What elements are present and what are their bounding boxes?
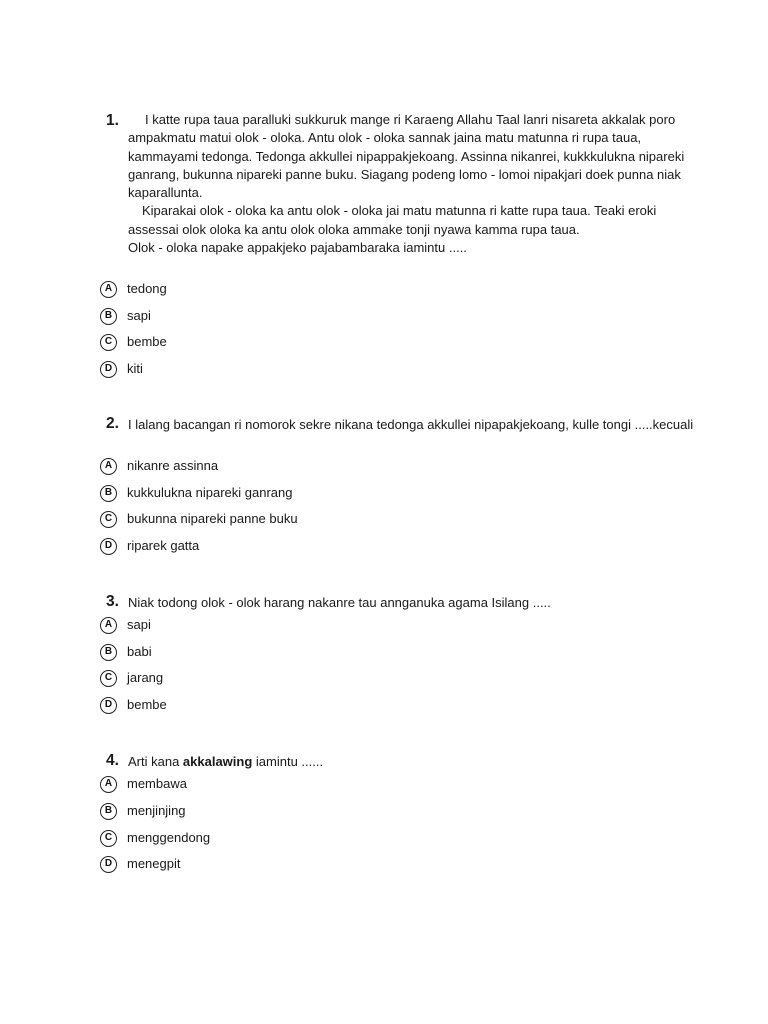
- option-text: riparek gatta: [127, 538, 200, 553]
- option-letter-badge: D: [100, 361, 117, 378]
- option-text: membawa: [127, 776, 187, 791]
- option-b[interactable]: [100, 483, 293, 503]
- option-a[interactable]: [100, 774, 187, 794]
- question-paragraph: Kiparakai olok - oloka ka antu olok - oloka jai matu matunna ri katte rupa taua. Teaki eroki assessai olok oloka ka antu olok oloka ammake tonji nyawa kamma rupa taua.: [128, 203, 657, 237]
- question-paragraph: I katte rupa taua paralluki sukkuruk mange ri Karaeng Allahu Taal lanri nisareta akkalak poro ampakmatu matui olok - oloka. Antu olok - oloka sannak jaina matu matunna ri rupa taua, kammayami tedonga. Tedonga akkullei nipappakjekoang. Assinna nikanrei, kukkkulukna nipareki ganrang, bukunna nipareki panne buku. Siagang podeng lomo - lomoi nipakjari doek punna niak kaparallunta.: [128, 112, 685, 201]
- option-letter-badge: D: [100, 538, 117, 555]
- option-d[interactable]: [100, 536, 199, 556]
- option-d[interactable]: [100, 854, 180, 874]
- option-c[interactable]: [100, 668, 163, 688]
- option-letter-badge: C: [100, 830, 117, 847]
- option-text: jarang: [127, 670, 164, 685]
- option-a[interactable]: [100, 279, 167, 299]
- option-text: babi: [127, 644, 152, 659]
- option-letter-badge: A: [100, 458, 117, 475]
- option-letter-badge: B: [100, 308, 117, 325]
- question-text: I lalang bacangan ri nomorok sekre nikana tedonga akkullei nipapakjekoang, kulle tongi .....kecuali: [128, 417, 694, 432]
- option-letter-badge: C: [100, 334, 117, 351]
- option-letter-badge: D: [100, 697, 117, 714]
- option-c[interactable]: [100, 509, 298, 529]
- option-c[interactable]: [100, 828, 210, 848]
- highlighted-term: akkalawing: [182, 754, 253, 769]
- option-letter-badge: C: [100, 670, 117, 687]
- option-text: kiti: [127, 361, 143, 376]
- option-text: sapi: [127, 308, 151, 323]
- option-letter-badge: B: [100, 485, 117, 502]
- option-text: sapi: [127, 617, 151, 632]
- option-text: menegpit: [127, 856, 181, 871]
- option-a[interactable]: [100, 456, 218, 476]
- option-text: tedong: [127, 281, 167, 296]
- option-letter-badge: A: [100, 281, 117, 298]
- option-letter-badge: D: [100, 856, 117, 873]
- question-number: 4.: [106, 752, 119, 769]
- option-text: bembe: [127, 334, 167, 349]
- option-text: menjinjing: [127, 803, 186, 818]
- option-b[interactable]: [100, 306, 151, 326]
- question-text: Arti kana akkalawing iamintu ......: [128, 754, 324, 769]
- option-c[interactable]: [100, 332, 167, 352]
- option-letter-badge: A: [100, 776, 117, 793]
- option-letter-badge: A: [100, 617, 117, 634]
- question-number: 3.: [106, 593, 119, 610]
- option-b[interactable]: [100, 801, 186, 821]
- question-text: [128, 111, 698, 257]
- question-text: Niak todong olok - olok harang nakanre tau annganuka agama Isilang .....: [128, 595, 551, 610]
- option-text: nikanre assinna: [127, 458, 219, 473]
- question-number: 2.: [106, 415, 119, 432]
- question-prompt: Olok - oloka napake appakjeko pajabambaraka iamintu .....: [128, 240, 467, 256]
- option-letter-badge: B: [100, 803, 117, 820]
- option-d[interactable]: [100, 695, 167, 715]
- option-d[interactable]: [100, 359, 143, 379]
- option-letter-badge: C: [100, 511, 117, 528]
- option-a[interactable]: [100, 615, 151, 635]
- option-b[interactable]: [100, 642, 152, 662]
- option-text: menggendong: [127, 830, 211, 845]
- option-text: bukunna nipareki panne buku: [127, 511, 298, 526]
- option-text: kukkulukna nipareki ganrang: [127, 485, 293, 500]
- question-number: 1.: [106, 112, 119, 129]
- option-text: bembe: [127, 697, 167, 712]
- option-letter-badge: B: [100, 644, 117, 661]
